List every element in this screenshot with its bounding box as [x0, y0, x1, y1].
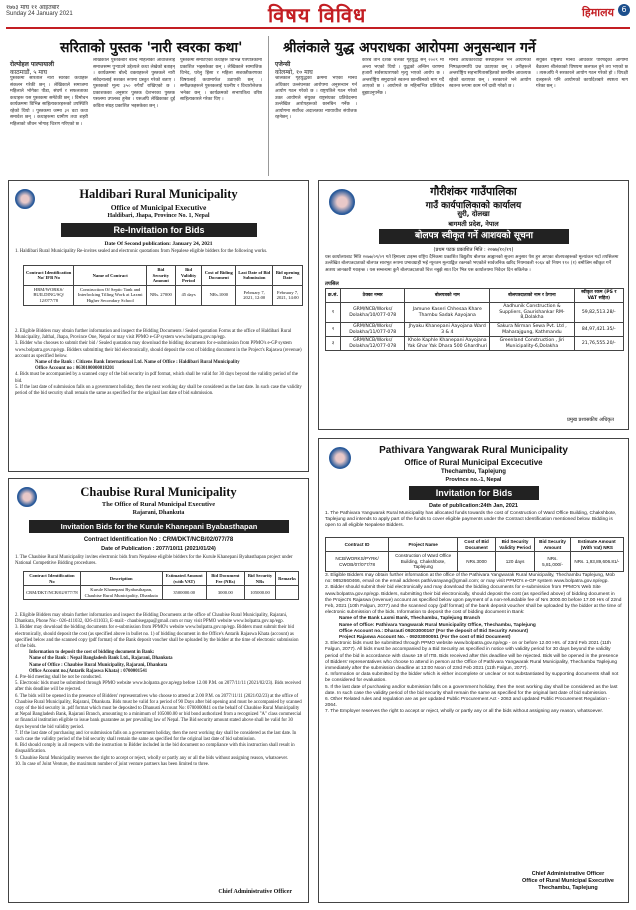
- pathivara-para: 5. If the last date of purchasing and/or submission falls on a government holiday, then the next working day shall be considered as the last date. In such case the validity period of the bid security shall remain the same as specified for the original last date of bid submission.: [325, 684, 618, 696]
- gauri-table-cell: 59,82,513.28/-: [574, 303, 623, 323]
- pathivara-para: Name of Office: Pathivara Yangwarak Rural Municipality Office, Thechambu, Taplejung: [339, 622, 536, 628]
- left-news-col-1: पुस्तकमा सरिताले नारी स्वरका कथाहरू संकलन गरेकी छन् । लेखिकाले समाजमा महिलाले भोगेका पीडा, संघर्ष र सफलताका कथाहरू यस पुस्तकमा समेटेकी छन् । विमोचन कार्यक्रममा विभिन्न साहित्यकारहरूको उपस्थिति रहेको थियो । पुस्तकमा जम्मा ३२ वटा कथा समावेश छन् । कथाहरूमा ग्रामीण तथा शहरी महिलाको जीवन भोगाइ चित्रण गरिएको छ ।: [10, 76, 88, 127]
- chaubise-para: Name of the Bank : Nepal Bangladesh Bank Ltd., Rajarani, Dhankuta: [29, 656, 173, 662]
- haldibari-account: Office Account no : 0630100000018201: [35, 366, 115, 372]
- gauri-table-row: [326, 322, 624, 336]
- pathivara-signature-3: Thechambu, Taplejung: [538, 885, 598, 891]
- pathivara-address-1: Thechambu, Taplejung: [441, 469, 506, 475]
- logo-mark-icon: 6: [618, 4, 630, 16]
- pathivara-paragraphs: [325, 573, 622, 716]
- haldibari-para-3: 3. Bidder who chooses to submit their bid / Sealed quotation may download the bidding documents for e-submission from PPMO's e-GP system www.bolpatra.gov.np/egp. Bidders submitting their bid electronically, should deposit the cost of bidding document in the Project's Rajaswa (revenue) account as specified below.: [15, 341, 302, 359]
- pathivara-table-row: [326, 552, 624, 572]
- haldibari-table-header-cell: Bid Security Amount: [147, 266, 176, 286]
- chaubise-para: 3. Bidder may download the bidding documents for e-submission from PPMO's website www.bolpatra.gov.np/egp. Bidders must submit their bid electronically, should deposit the cost (as specified above in bullet no. 1) of bidding document in the Office's Antarik Rajaswa Khata (account) as specified below and the scanned copy (pdf format) of the Bank deposit voucher shall be uploaded by the bidder at the time of electronic submission of the bids.: [15, 625, 299, 650]
- pathivara-table-header-cell: Contract ID: [326, 538, 389, 552]
- gauri-banner: बोलपत्र स्वीकृत गर्ने आशयको सूचना: [379, 229, 569, 244]
- pathivara-office: Office of Rural Municipal Excecutive: [404, 458, 543, 467]
- gauri-table-cell: Jamune Kaseri Chhesaa Khare Thambu Sadak Aayojana: [405, 303, 490, 323]
- chaubise-para: 4. Pre-bid meeting shall be not be conducted.: [15, 675, 102, 681]
- chaubise-signature: Chief Administrative Officer: [218, 889, 292, 895]
- chaubise-office: The Office of Rural Municipal Executive: [101, 501, 216, 508]
- gauri-table-cell: Greenland Construction , Jiri Municipality-6,Dolakha: [490, 337, 574, 351]
- right-news-dateline: कोलम्बो, १० माघ: [275, 69, 313, 76]
- gauri-table-header-cell: बोलपत्रको नाम: [405, 289, 490, 303]
- gauri-signature: प्रमुख प्रशासकीय अधिकृत: [567, 417, 614, 423]
- haldibari-title: Haldibari Rural Municipality: [79, 187, 238, 201]
- haldibari-table-header-cell: Bid Validity Period: [175, 266, 202, 286]
- right-news-col-3: मानव अधिकारवादी संस्थाहरूले भने आयोगको निष्पक्षतामाथि प्रश्न उठाएका छन् । उनीहरूले अन्तर्राष्ट्रिय सहभागितासहितको छानबिन आवश्यक रहेको बताएका छन् । सरकारले भने आयोग स्वतन्त्र रूपमा काम गर्ने दाबी गरेको छ ।: [449, 58, 531, 89]
- chaubise-date: Date of Publication : 2077/10/11 (2021/01/24): [101, 546, 216, 552]
- right-news-headline: श्रीलंकाले युद्ध अपराधका आरोपमा अनुसन्धान गर्ने: [283, 40, 536, 56]
- pathivara-table-header-cell: Estimate Amount (With Vat) NRS: [570, 538, 623, 552]
- chaubise-contract-id: Contract Identification No : CRM/DKT/NCB/02/077/78: [83, 537, 234, 543]
- haldibari-table-cell: February 7, 2021, 12:00: [236, 285, 273, 305]
- right-news-byline: एजेन्सी: [275, 61, 291, 68]
- pathivara-table-cell: Construction of Ward Office Building, Chakshbote, Taplejung: [389, 552, 458, 572]
- haldibari-table-header-cell: Bid opening Date: [273, 266, 303, 286]
- pathivara-address-2: Province no.-1, Nepal: [445, 477, 502, 483]
- chaubise-table-row: [24, 586, 299, 600]
- gauri-table-cell: 84,97,421.35/-: [574, 322, 623, 336]
- gauri-table-header-cell: क्र.सं.: [326, 289, 341, 303]
- chaubise-table-header-cell: Description: [80, 572, 162, 586]
- pathivara-signature-1: Chief Administrative Officer: [531, 871, 605, 877]
- pathivara-para: 6. Other Related rules and regulation are as per updated Public Procurement Act - 2063 and updated Public Procurement Regulation - 2064.: [325, 697, 610, 709]
- gauri-title-4: बागमती प्रदेश, नेपाल: [448, 220, 499, 228]
- gauri-table-cell: २: [326, 322, 341, 336]
- pathivara-para: Office Account no.: Dharauti 09203000167 (For the deposit of Bid Security Amount): [339, 628, 529, 634]
- haldibari-table-cell: NRs.1000: [202, 285, 236, 305]
- gauri-table-cell: GRM/NCB/Works/ Dolakha/10/077-078: [341, 303, 405, 323]
- pathivara-para: 3. Electronic bids must be submitted through PPMO website www.bolpatra.gov.np/egp - on or before 12.00 Hrs. of 23rd Feb 2021 (11th Falgun, 2077). All bids must be accompanied by a Bid Security as specified in notice with validity period for 30 days beyond the validity period of the bid in accordance with clause 19 of ITB. Bids received after this deadline will be rejected. Bids will be opened in the presence of Bidders' representatives who choose to attend in person at the Office of Pathivara Yangwarak Rural Municipality, Thechambu Taplejung immediately after the submission deadline at 13:00 Noon of 23rd Feb 2021 (11th Falgun, 2077).: [325, 641, 619, 672]
- gauri-table-cell: १: [326, 303, 341, 323]
- pathivara-table-cell: NRs. 5,81,000/-: [535, 552, 570, 572]
- haldibari-table-header-cell: Last Date of Bid Submission: [236, 266, 273, 286]
- left-news-byline: रोल्पोहल पाल्पायाली: [10, 61, 55, 68]
- chaubise-table: [23, 571, 299, 600]
- pathivara-table-header-cell: Cost of Bid Document: [458, 538, 496, 552]
- left-news-col-3: पुस्तकमा समेटिएका कथाहरू विभिन्न पत्रपत्रिकामा प्रकाशित भइसकेका छन् । लेखिकाले सामाजिक विभेद, घरेलु हिंसा र महिला सशक्तीकरणका विषयलाई कथामार्फत उठाएकी छन् । समीक्षकहरूले पुस्तकलाई पठनीय र विचारोत्तेजक भनेका छन् । कार्यक्रमको सभापतित्व वरिष्ठ साहित्यकारले गरेका थिए ।: [180, 58, 262, 102]
- date-nepali: १७७३ माघ ११ आइतबार: [6, 4, 60, 11]
- gauri-tapsil: तपसिल: [325, 281, 339, 287]
- pathivara-table-header-cell: Bid Security Amount: [535, 538, 570, 552]
- chaubise-para: 10. In case of Joint Venture, the maximum number of joint venture partners has been limited to three.: [15, 761, 210, 767]
- chaubise-para: Information to deposit the cost of bidding document in Bank:: [29, 650, 155, 656]
- haldibari-table-cell: Construction Of Septic Tank and Interlocking Tilling Work at Laxmi Higher Secondary School: [74, 285, 147, 305]
- chaubise-table-header-cell: Estimated Amount (with VAT): [162, 572, 206, 586]
- chaubise-banner: Invitation Bids for the Kurule Khanepani Byabasthapan: [29, 520, 289, 533]
- haldibari-table-cell: 45 days: [175, 285, 202, 305]
- pathivara-para: 7. The Employer reserves the right to accept or reject, wholly or partly any or all the bids without assigning any reason, whatsoever.: [325, 709, 604, 715]
- gauri-table-cell: GRM/NCB/Works/ Dolakha/12/077-078: [341, 337, 405, 351]
- news-divider: [268, 36, 269, 176]
- chaubise-para: 6. The bids will be opened in the presence of Bidders' representatives who choose to attend at 2.00 P.M. on 2077/11/11 (2021/02/23) at the office of Chaubise Rural Municipality, Rajarani, Dhankuta. Bids must be valid for a period of 90 Days after bid opening and must be accompanied by scanned copy of the bid security in .pdf format which must be deposited to Dhanusti Account No: 0700000841 on the behalf of Chaubise Rural Municipality at Nepal Bangladesh Bank, Rajarani Branch, amounting to a minimum of 105000.00 or bid bond authorized from a recognized "A" class commercial or financial institution eligible to issue bank guarantee as per prevailing law of Nepal. The Bid security amount stated above shall be valid for 30 days beyond the bid validity period.: [15, 693, 302, 730]
- chaubise-intro: 1. The Chaubise Rural Municipality invites electronic bids from Nepalese eligible bidders for the Kurule Khanepani Byabasthapan project under National Competitive Bidding procedures.: [15, 555, 293, 567]
- gauri-table-row: [326, 337, 624, 351]
- haldibari-banner: Re-Invitation for Bids: [61, 223, 257, 237]
- chaubise-para: 5. Electronic bids must be submitted through PPMO website www.bolpatra.gov.np/egp before 12.00 P.M. on 2077/11/11 (2021/02/23). Bids received after this deadline will be rejected.: [15, 681, 301, 693]
- chaubise-table-cell: CRM/DKT/NCB/02/077/78: [24, 586, 81, 600]
- left-news-col-2: लेखिकाले पुस्तकबारे बोल्दै महिलाको आवाजलाई समाजसम्म पुर्‍याउने उद्देश्यले कथा लेखेको बताइन् । कार्यक्रममा बोल्दै वक्ताहरूले पुस्तकले नारी संवेदनालाई सशक्त रूपमा प्रस्तुत गरेको बताए । पुस्तकको मूल्य ३५० रुपैयाँ राखिएको छ । प्रकाशकका अनुसार पुस्तक देशभरका पुस्तक पसलमा उपलब्ध हुनेछ । यसअघि लेखिकाका दुई कविता संग्रह प्रकाशित भइसकेका छन् ।: [93, 58, 175, 109]
- haldibari-table-cell: HRM/WORKS/ BUILDING/SQ/ 12/077/78: [24, 285, 74, 305]
- gaurishankar-notice: [318, 180, 629, 430]
- haldibari-date: Date Of Second publication: January 24, 2021: [104, 241, 213, 247]
- haldibari-intro: 1. Haldibari Rural Municipality Re-invites sealed and electronic quotations from Nepalese eligible bidders for the following works.: [15, 249, 268, 254]
- chaubise-paragraphs: [15, 613, 302, 768]
- gauri-pubdate: (प्रथम पटक प्रकाशित मिति : २०७७/१०/११): [433, 247, 514, 253]
- haldibari-address: Haldibari, Jhapa, Province No. 1, Nepal: [107, 213, 210, 219]
- gauri-table-header-cell: बोलपत्रदाताको नाम र ठेगाना: [490, 289, 574, 303]
- haldibari-notice: [8, 180, 309, 472]
- pathivara-table-cell: NRs. 1,93,89,606.81/-: [570, 552, 623, 572]
- haldibari-office: Office of Municipal Executive: [110, 203, 207, 212]
- chaubise-table-cell: Kurule Khanepani Byabasthapan, Chaubise Rural Municipality, Dhankuta: [80, 586, 162, 600]
- haldibari-table-header-cell: Contract Identification No/ IFB No: [24, 266, 74, 286]
- newspaper-logo: हिमालय: [582, 6, 614, 19]
- chaubise-table-header-cell: Contract Identification No: [24, 572, 81, 586]
- pathivara-date: Date of publication:24th Jan, 2021: [429, 503, 518, 509]
- haldibari-table-cell: February 7, 2021, 14:00: [273, 285, 303, 305]
- pathivara-para: 4. Information or data submitted by the bidder which is either incomplete or unclear or not substantiated by supporting documents shall not be considered for evaluation.: [325, 672, 619, 684]
- pathivara-notice: [318, 438, 629, 903]
- pathivara-table-header-cell: Bid Security Validity Period: [495, 538, 535, 552]
- haldibari-table-cell: NRs. 27000: [147, 285, 176, 305]
- pathivara-para: 3. Eligible Bidders may obtain further information at the office of the Pathivara Yangwarak Rural Municipality, Thechambu Taplejung, Mob no: 9852660466, email on the email address pathivarayang@gmail.com; or may visit PPMO's e-GP system www.bolpatra.gov.np/egp.: [325, 573, 615, 585]
- chaubise-para: 2. Eligible Bidders may obtain further information and inspect the Bidding Documents at the office of Chaubise Rural Municipality, Rajarani, Dhankuta, Phone No:- 026-411032, 026-411033, E-mail:- chaubisegapa@gmail.com or may visit PPMO website www.bolpatra.gov.np/egp.: [15, 613, 288, 625]
- left-news-headline: सरिताको पुस्तक 'नारी स्वरका कथा': [60, 40, 243, 56]
- pathivara-para: Project Rajaswa Account No. - 09203000051 (For the cost of Bid Document): [339, 635, 511, 641]
- haldibari-para-5: 5. If the last date of submission falls on a government holiday, then the next working day shall be considered as the last date. In such case the validity period of the bid security shall remain the same as specified for the original last date of bid submission.: [15, 384, 302, 397]
- chaubise-para: Name of Office : Chaubise Rural Municipality, Rajarani, Dhankuta: [29, 662, 168, 668]
- gauri-table-cell: 21,76,555.20/-: [574, 337, 623, 351]
- pathivara-intro: 1. The Pathivara Yangwarak Rural Municipality has allocated funds towards the cost of Construction of Ward Office Building, Chakshbote, Taplejung and intends to apply part of the funds to cover eligible payments under the Contract Identification mentioned below. Bidding is open to all eligible Nepalese Bidders.: [325, 511, 617, 529]
- gauri-table: [325, 288, 624, 351]
- pathivara-signature: [522, 871, 614, 892]
- gauri-title-2: गाउँ कार्यपालिकाको कार्यालय: [425, 201, 522, 211]
- pathivara-signature-2: Office of Rural Municipal Executive: [522, 878, 614, 884]
- chaubise-table-header-cell: Bid Document Fee (NRs): [206, 572, 244, 586]
- pathivara-table-cell: 120 days: [495, 552, 535, 572]
- pathivara-table: [325, 537, 624, 572]
- chaubise-para: 7. If the last date of purchasing and /or submission falls on a government holiday, then the next working day shall be considered as the last date. In such case the validity period of the bid security shall remain the same as specified for the original last date of bid submission.: [15, 730, 297, 743]
- gauri-table-header-cell: ठेक्का नम्बर: [341, 289, 405, 303]
- header-rule: [6, 27, 630, 29]
- right-news-col-1: श्रीलंकाले गृहयुद्धका क्रममा भएका मानव अधिकार उल्लंघनका आरोपमा अनुसन्धान गर्न आयोग गठन गरेको छ । राष्ट्रपतिले गठन गरेको उक्त आयोगले संयुक्त राष्ट्रसंघका प्रतिवेदनमा उल्लेखित आरोपहरूको छानबिन गर्नेछ । आयोगमा सर्वोच्च अदालतका न्यायाधीश संयोजक रहनेछन् ।: [275, 76, 357, 120]
- chaubise-table-cell: 3500000.00: [162, 586, 206, 600]
- pathivara-title: Pathivara Yangwarak Rural Municipality: [379, 445, 568, 456]
- chaubise-table-cell: [276, 586, 299, 600]
- pathivara-table-cell: NCB/WORKS/PYRK/ CWOB/07/077/78: [326, 552, 389, 572]
- pathivara-para: 2. Bidder should submit their bid electronically and may download the bidding documents for e-submission from PPMO's Web Site www.bolpatra.gov.np/egp. Bidders, submitting their bid electronically, should deposit the cost (as specified above) of bidding document in the Project's Rajaswa (revenue) account as specified below upon payment of a non-refundable fee of Nrs 3000.00 before 17.00 Hrs of 22nd Feb, 2021 (10th Falgun, 2077) and the scanned copy (pdf format) of the bank deposit voucher shall be uploaded by the bidder at the time of electronic submission of the bids. Information to deposit the cost of bidding document in Bank:: [325, 585, 622, 616]
- gauri-body: यस कार्यालयबाट मिति २०७७/०९/०९ गते हिमालय टाइम्स राष्ट्रिय दैनिकमा प्रकाशित विद्युतीय बोलपत्र आह्वानको सूचना अनुसार पेश हुन आएका बोलपत्रहरूको मूल्यांकन गर्दा तपसिलमा उल्लेखित बोलपत्रदाताको बोलपत्र सारभूत रूपमा प्रभावग्राही भई न्यूनतम मूल्याङ्कित रकमको भएकोले सार्वजनिक खरिद नियमावली २०६४ को नियम ११० (१) बमोजिम स्वीकृत गर्ने आशय जानकारी गराइन्छ । यस सम्बन्धमा कुनै बोलपत्रदाताको चित्त नबुझे सात दिन भित्र यस कार्यालयमा निवेदन दिन सकिनेछ ।: [325, 255, 619, 273]
- chaubise-table-cell: 3000.00: [206, 586, 244, 600]
- gauri-table-cell: Jhyaku Khanepani Aayojana Ward 3 & 4: [405, 322, 490, 336]
- haldibari-para-4: 4. Bids must be accompanied by a scanned copy of the bid security in pdf format, which shall be valid for 30 days beyond the validity period of the bid.: [15, 372, 298, 384]
- section-title: विषय विविध: [268, 3, 367, 27]
- chaubise-para: 9. Chaubise Rural Municipality reserves the right to accept or reject, wholly or partly any or all the bids without assigning reason, whatsoever.: [15, 755, 289, 761]
- chaubise-title: Chaubise Rural Municipality: [80, 485, 237, 499]
- gauri-table-cell: GRM/NCB/Works/ Dolakha/11/077-078: [341, 322, 405, 336]
- gauri-title-1: गौरीशंकर गाउँपालिका: [430, 185, 517, 198]
- chaubise-table-header-cell: Remarks: [276, 572, 299, 586]
- haldibari-table-header-cell: Name of Contract: [74, 266, 147, 286]
- gauri-table-header-cell: स्वीकृत रकम (PS र VAT सहित): [574, 289, 623, 303]
- chaubise-table-cell: 105000.00: [244, 586, 275, 600]
- pathivara-table-cell: NRs.3000: [458, 552, 496, 572]
- gauri-title-3: सुरी, दोलखा: [457, 210, 490, 218]
- gauri-table-cell: Sakura Nirman Sewa Pvt. Ltd , Maharajgung, Kathmandu: [490, 322, 574, 336]
- right-news-col-4: संयुक्त राष्ट्रसंघ मानव अधिकार परिषद्को आगामी बैठकमा श्रीलंकाको विषयमा छलफल हुने तय भएको छ । त्यसअघि नै सरकारले आयोग गठन गरेको हो । विपक्षी दलहरूले पनि आयोगको कार्यादेशबारे स्पष्टता माग गरेका छन् ।: [536, 58, 628, 89]
- haldibari-table-header-cell: Cost of Biding Document: [202, 266, 236, 286]
- haldibari-table: [23, 265, 303, 306]
- chaubise-para: 8. Bid should comply in all respects with the instruction to Bidder included in the bid document no compliance with this instruction shall result in disqualification.: [15, 743, 295, 755]
- gauri-table-cell: Khole Kaphle Khanepani Aayojana Yak Ghar Yak Dhara 500 Ghardhuri: [405, 337, 490, 351]
- chaubise-table-header-cell: Bid Security NRs: [244, 572, 275, 586]
- pathivara-banner: Invitation for Bids: [409, 486, 539, 500]
- gauri-table-cell: ३: [326, 337, 341, 351]
- haldibari-table-row: [24, 285, 303, 305]
- right-news-col-2: करिब तीन दशक चलेको गृहयुद्ध सन् २००९ मा अन्त्य भएको थियो । युद्धको अन्तिम चरणमा हजारौं सर्वसाधारणको मृत्यु भएको आरोप छ । अन्तर्राष्ट्रिय समुदायले स्वतन्त्र छानबिनको माग गर्दै आएको छ । आयोगले छ महिनाभित्र प्रतिवेदन बुझाउनुपर्नेछ ।: [362, 58, 444, 96]
- haldibari-bank: Name of the Bank : Citizens Bank International Ltd. Name of Office : Haldibari Rural Municipality: [35, 360, 240, 366]
- page-header: [0, 0, 636, 30]
- gauri-table-row: [326, 303, 624, 323]
- chaubise-notice: [8, 478, 309, 903]
- haldibari-para-2: 2. Eligible Bidders may obtain further information and inspect the Bidding Documents / Sealed quotation Forms at the office of Haldibari Rural Municipality, Jalthal, Jhapa, Province One, Nepal or may visit PPMO e-GP system www.bolpatra.gov.np/egp.: [15, 329, 292, 341]
- chaubise-address: Rajarani, Dhankuta: [132, 510, 185, 516]
- pathivara-para: Name of the Bank Laxmi Bank, Thechambu, Taplejung Branch: [339, 616, 481, 622]
- chaubise-para: Office Account no.(Antarik Rajaswa Khata) : 0700001541: [29, 668, 148, 674]
- date-english: Sunday 24 January 2021: [6, 11, 73, 17]
- left-news-dateline: काठमाडौं, ५ माघ: [10, 69, 48, 76]
- pathivara-table-header-cell: Project Name: [389, 538, 458, 552]
- gauri-table-cell: Aadhunik Construction & Suppliers, Gaurishankar RM-8,Dolakha: [490, 303, 574, 323]
